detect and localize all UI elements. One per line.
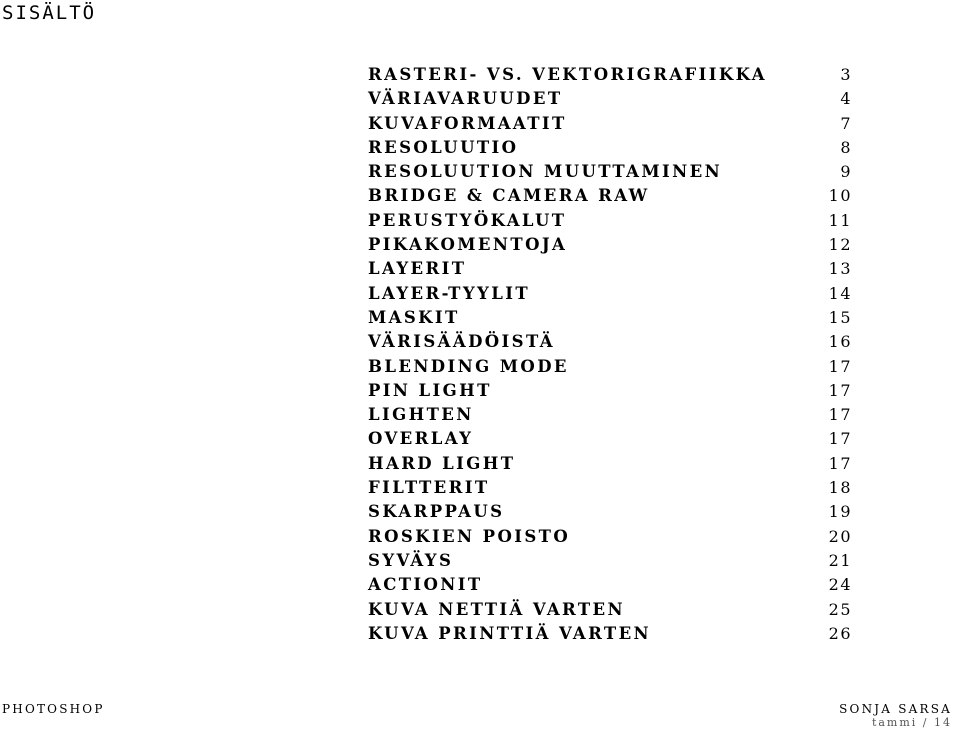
- page-title: SISÄLTÖ: [2, 2, 97, 24]
- toc-entry-title: LAYER-TYYLIT: [368, 283, 531, 303]
- toc-entry-title: PERUSTYÖKALUT: [368, 210, 567, 230]
- footer-author: SONJA SARSA: [839, 702, 952, 716]
- toc-entry-page-number: 8: [840, 137, 852, 157]
- toc-entry-title: OVERLAY: [368, 429, 474, 449]
- toc-entry-page-number: 17: [828, 453, 852, 473]
- toc-entry: [368, 549, 852, 573]
- toc-entry-title: FILTTERIT: [368, 478, 490, 498]
- footer-author-block: [839, 702, 952, 730]
- toc-entry-page-number: 7: [840, 113, 852, 133]
- toc-entry-title: SYVÄYS: [368, 550, 454, 570]
- toc-entry: [368, 63, 852, 87]
- toc-entry-page-number: 13: [828, 259, 852, 279]
- toc-entry: [368, 452, 852, 476]
- toc-entry: [368, 525, 852, 549]
- toc-entry: [368, 427, 852, 451]
- toc-entry-title: MASKIT: [368, 307, 460, 327]
- toc-entry-title: LAYERIT: [368, 259, 467, 279]
- toc-entry-page-number: 14: [828, 283, 852, 303]
- toc-entry-title: RASTERI- VS. VEKTORIGRAFIIKKA: [368, 65, 767, 84]
- toc-entry-page-number: 18: [828, 478, 852, 498]
- toc-entry-page-number: 17: [828, 380, 852, 400]
- table-of-contents: [368, 63, 852, 646]
- toc-entry-title: LIGHTEN: [368, 405, 474, 425]
- toc-entry: [368, 112, 852, 136]
- toc-entry: [368, 355, 852, 379]
- toc-entry-title: KUVAFORMAATIT: [368, 113, 567, 133]
- toc-entry-page-number: 19: [828, 502, 852, 522]
- toc-entry-title: BRIDGE & CAMERA RAW: [368, 186, 650, 206]
- toc-entry: [368, 500, 852, 524]
- toc-entry-page-number: 10: [828, 186, 852, 206]
- toc-entry: [368, 233, 852, 257]
- footer-course-label: PHOTOSHOP: [2, 702, 105, 716]
- toc-entry-page-number: 16: [828, 332, 852, 352]
- toc-entry-page-number: 17: [828, 356, 852, 376]
- toc-entry-title: VÄRISÄÄDÖISTÄ: [368, 332, 555, 352]
- toc-entry: [368, 476, 852, 500]
- toc-entry-page-number: 21: [828, 550, 852, 570]
- toc-entry-page-number: 3: [840, 65, 852, 84]
- toc-entry-page-number: 4: [840, 89, 852, 109]
- toc-entry-title: PIKAKOMENTOJA: [368, 235, 568, 255]
- footer-page-marker: tammi / 14: [871, 716, 952, 729]
- toc-entry: [368, 160, 852, 184]
- toc-entry-page-number: 17: [828, 405, 852, 425]
- toc-entry-page-number: 9: [840, 162, 852, 182]
- toc-entry: [368, 184, 852, 208]
- toc-entry: [368, 282, 852, 306]
- toc-entry-title: ROSKIEN POISTO: [368, 526, 571, 546]
- toc-entry-title: HARD LIGHT: [368, 453, 516, 473]
- toc-entry: [368, 306, 852, 330]
- toc-entry-page-number: 12: [828, 235, 852, 255]
- toc-entry-page-number: 24: [828, 575, 852, 595]
- toc-entry: [368, 598, 852, 622]
- toc-entry-title: BLENDING MODE: [368, 356, 569, 376]
- toc-entry: [368, 379, 852, 403]
- toc-entry-title: KUVA PRINTTIÄ VARTEN: [368, 623, 652, 643]
- toc-entry: [368, 257, 852, 281]
- toc-entry-title: KUVA NETTIÄ VARTEN: [368, 599, 625, 619]
- toc-entry-page-number: 25: [828, 599, 852, 619]
- toc-entry: [368, 403, 852, 427]
- toc-entry-title: PIN LIGHT: [368, 380, 492, 400]
- toc-entry-page-number: 15: [828, 307, 852, 327]
- toc-entry: [368, 87, 852, 111]
- toc-entry-page-number: 26: [828, 623, 852, 643]
- toc-entry-title: SKARPPAUS: [368, 502, 505, 522]
- toc-entry-page-number: 11: [828, 210, 852, 230]
- toc-entry-title: ACTIONIT: [368, 575, 483, 595]
- toc-entry-title: RESOLUUTION MUUTTAMINEN: [368, 162, 723, 182]
- toc-entry-page-number: 17: [828, 429, 852, 449]
- toc-entry: [368, 622, 852, 646]
- toc-entry: [368, 330, 852, 354]
- toc-entry-page-number: 20: [828, 526, 852, 546]
- toc-entry-title: VÄRIAVARUUDET: [368, 89, 563, 109]
- toc-entry: [368, 136, 852, 160]
- toc-entry: [368, 573, 852, 597]
- toc-entry-title: RESOLUUTIO: [368, 137, 519, 157]
- toc-entry: [368, 209, 852, 233]
